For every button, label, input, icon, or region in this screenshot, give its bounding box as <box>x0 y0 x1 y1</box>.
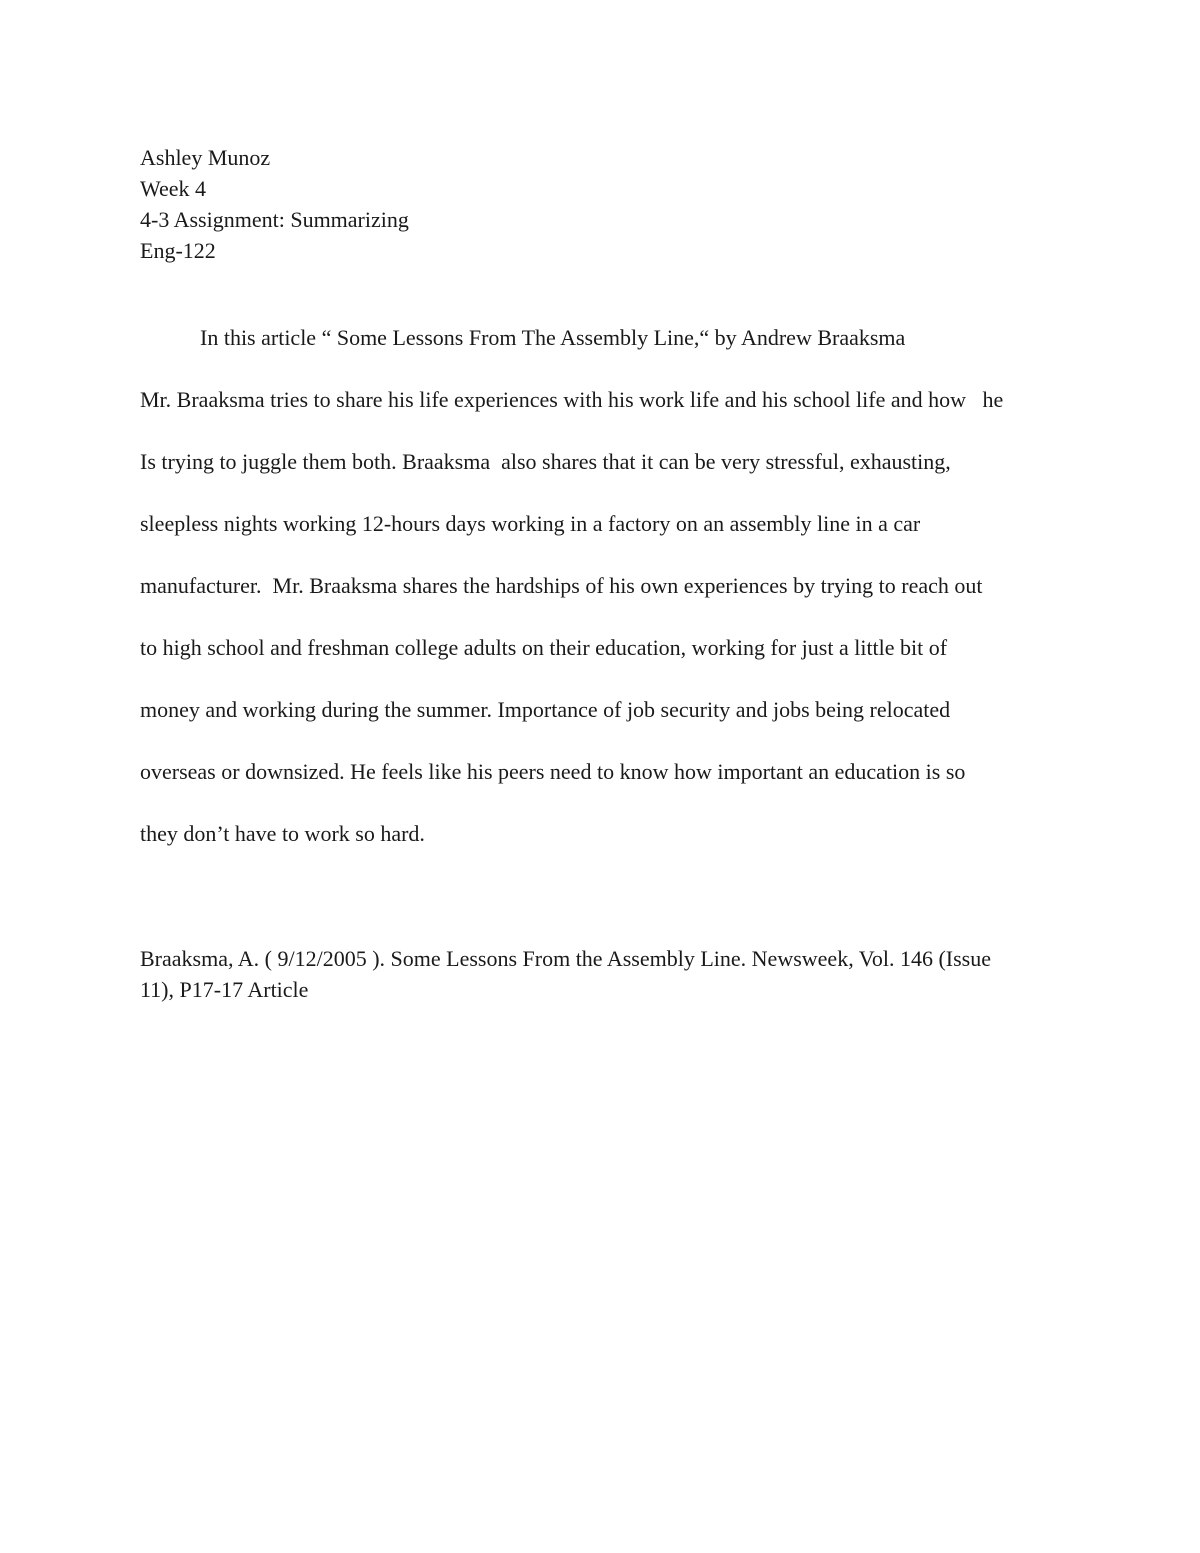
paragraph-line: sleepless nights working 12-hours days working in a factory on an assembly line in a car <box>140 511 921 536</box>
paragraph-line: they don’t have to work so hard. <box>140 821 425 846</box>
course-code: Eng-122 <box>140 238 216 263</box>
paragraph-line: overseas or downsized. He feels like his peers need to know how important an education is so <box>140 759 966 784</box>
paragraph-line: Mr. Braaksma tries to share his life experiences with his work life and his school life and how he <box>140 387 1004 412</box>
week-label: Week 4 <box>140 176 207 201</box>
citation-line: Braaksma, A. ( 9/12/2005 ). Some Lessons From the Assembly Line. Newsweek, Vol. 146 (Issue <box>140 946 991 971</box>
paragraph-line: manufacturer. Mr. Braaksma shares the hardships of his own experiences by trying to reach out <box>140 573 983 598</box>
author-name: Ashley Munoz <box>140 145 271 170</box>
paragraph-line: Is trying to juggle them both. Braaksma also shares that it can be very stressful, exhausting, <box>140 449 951 474</box>
citation-line: 11), P17-17 Article <box>140 977 309 1002</box>
paragraph-line: to high school and freshman college adults on their education, working for just a little bit of <box>140 635 948 660</box>
paragraph-line: money and working during the summer. Importance of job security and jobs being relocated <box>140 697 951 722</box>
document-header <box>140 142 1080 266</box>
paragraph-line: In this article “ Some Lessons From The Assembly Line,“ by Andrew Braaksma <box>200 325 906 350</box>
summary-paragraph <box>140 320 1080 878</box>
reference-citation <box>140 943 1080 1005</box>
assignment-title: 4-3 Assignment: Summarizing <box>140 207 409 232</box>
